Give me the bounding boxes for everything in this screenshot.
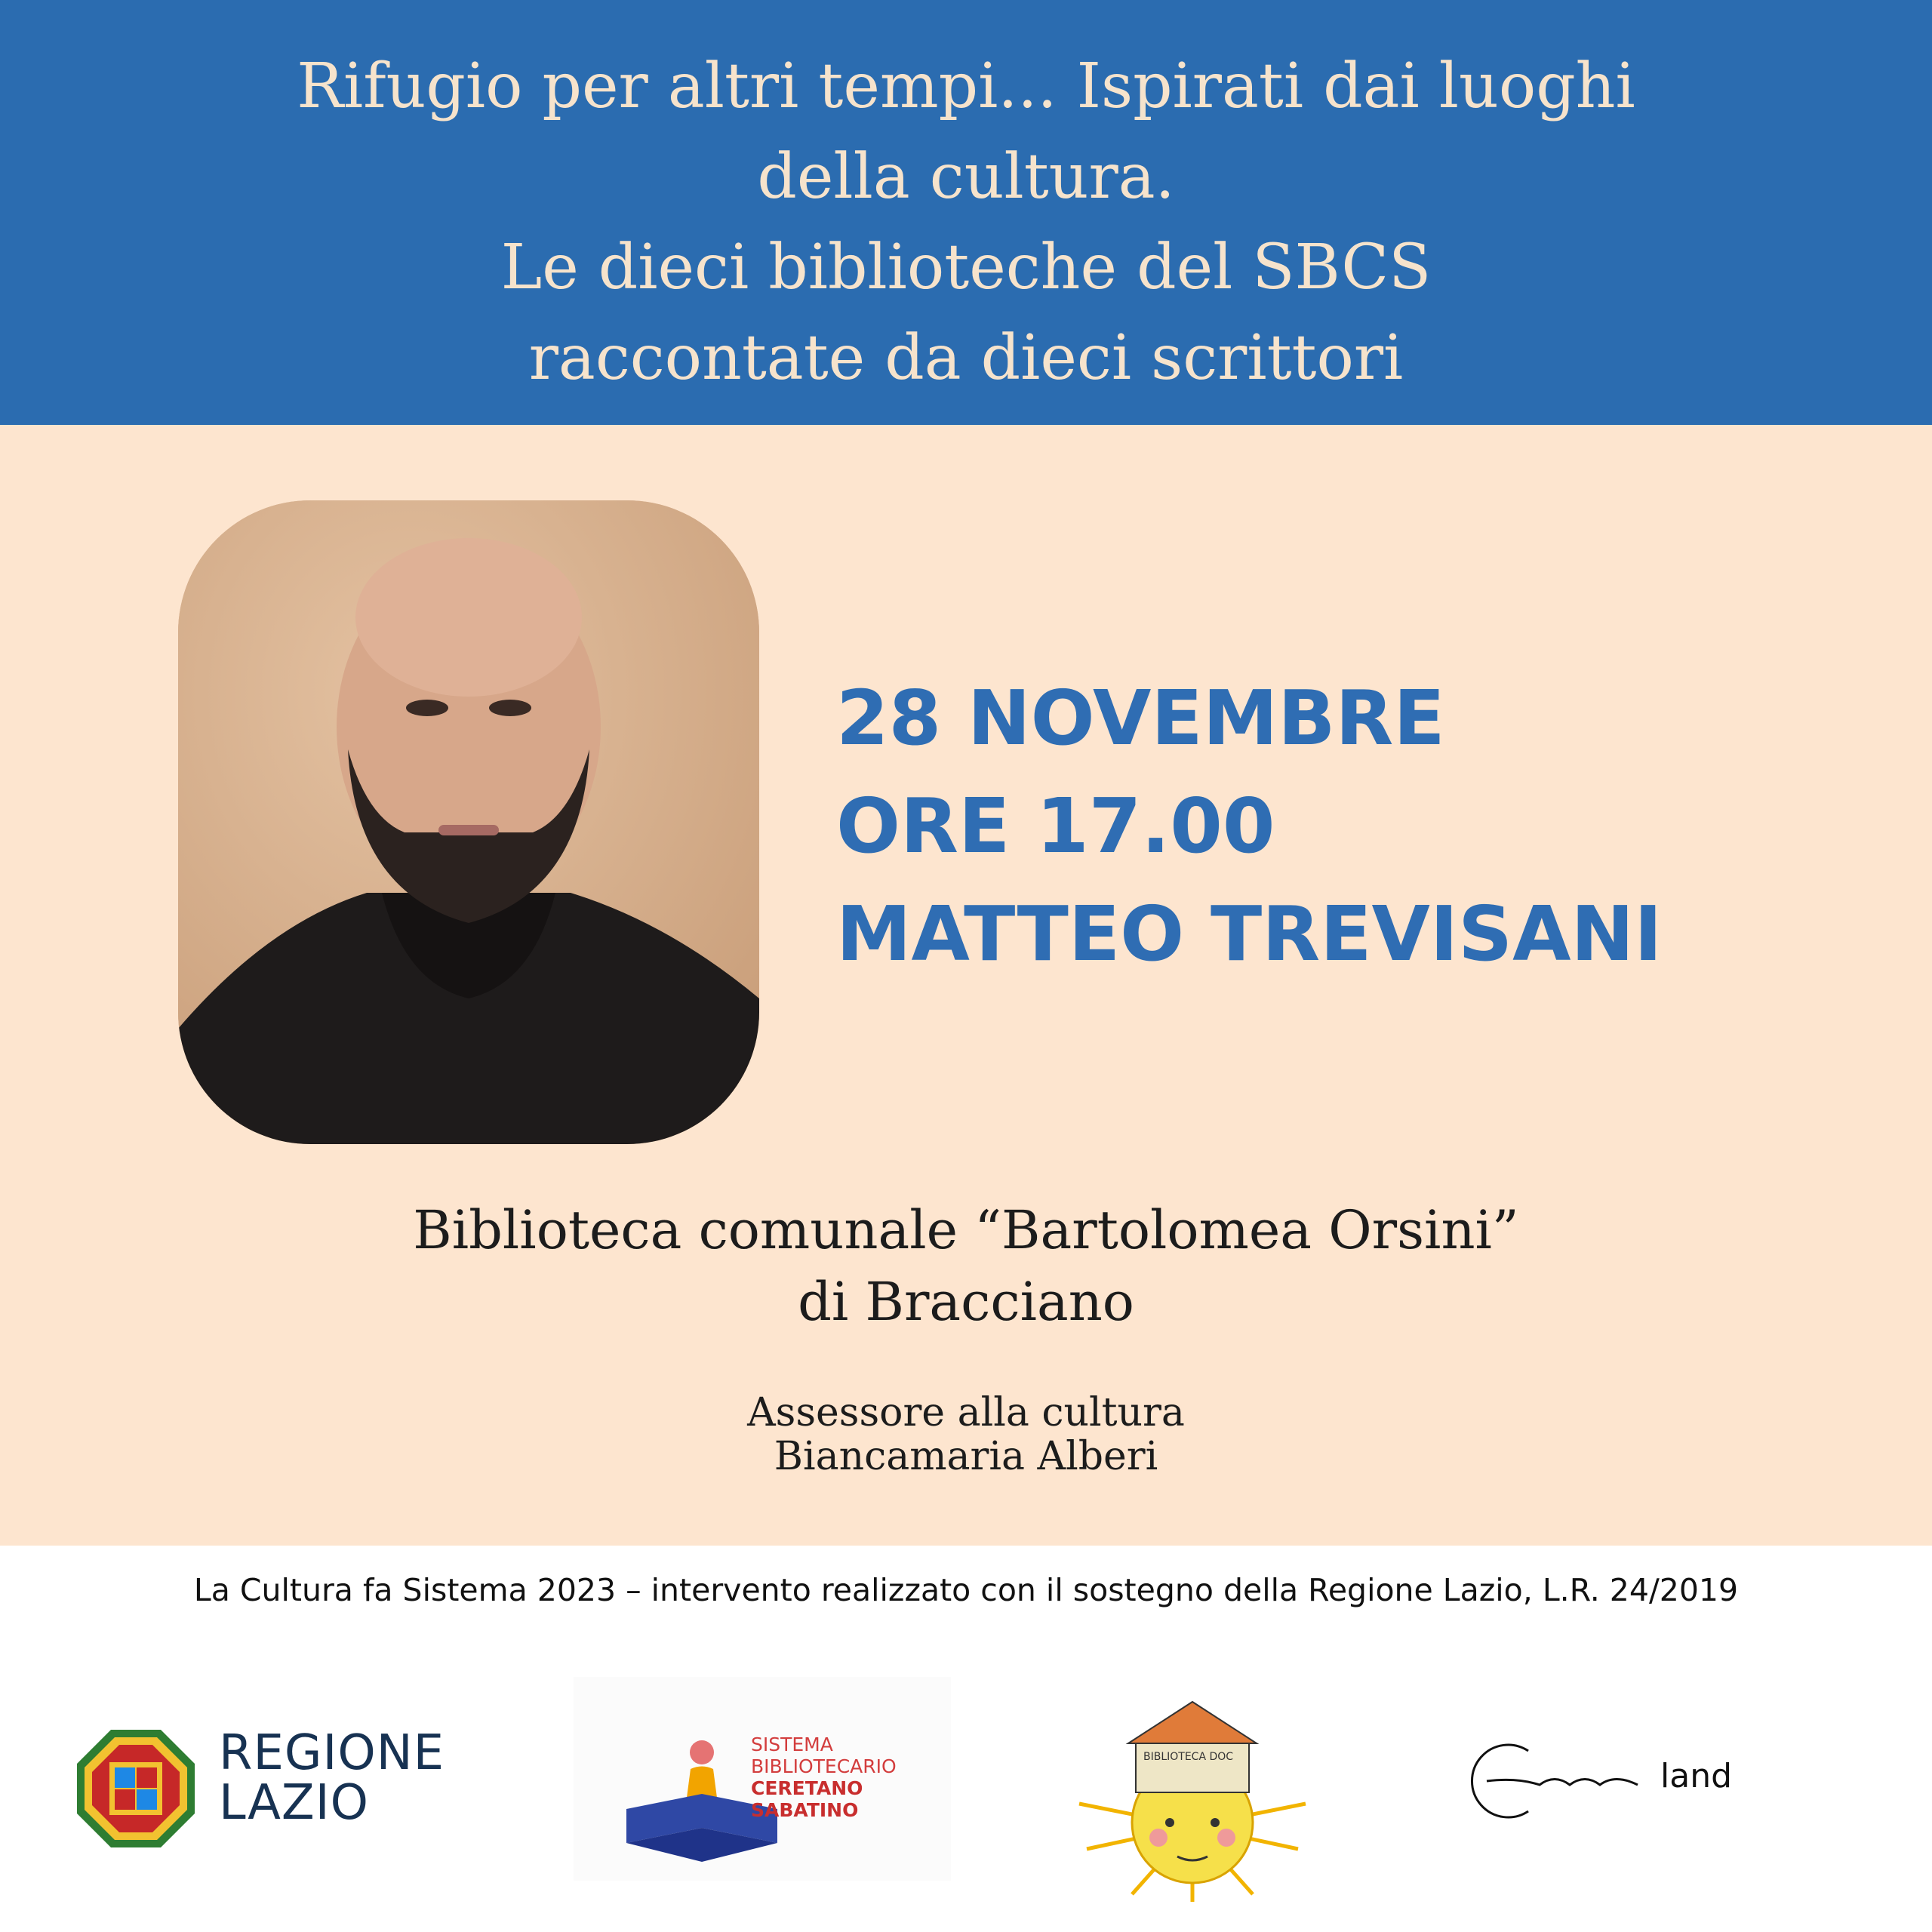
biblioteca-doc-logo xyxy=(1072,1675,1313,1909)
assessor xyxy=(0,1391,1932,1478)
regione-lazio-logo xyxy=(75,1721,483,1857)
author-photo xyxy=(178,500,759,1144)
assessor-role: Assessore alla cultura xyxy=(747,1390,1185,1435)
title-line: della cultura. xyxy=(757,141,1175,213)
event-series-title xyxy=(0,42,1932,404)
event-details xyxy=(836,664,1662,988)
title-line: raccontate da dieci scrittori xyxy=(528,322,1404,394)
funding-note: La Cultura fa Sistema 2023 – intervento realizzato con il sostegno della Regione Lazio, L.R. 24/2019 xyxy=(193,1572,1739,1608)
venue-name: Biblioteca comunale “Bartolomea Orsini” xyxy=(413,1199,1519,1261)
regione-lazio-wordmark: REGIONE LAZIO xyxy=(219,1725,445,1831)
newland-logo xyxy=(1457,1736,1781,1826)
event-date: 28 NOVEMBRE xyxy=(836,674,1445,762)
title-line: Le dieci biblioteche del SBCS xyxy=(500,232,1432,303)
header-banner xyxy=(0,0,1932,425)
venue-city: di Bracciano xyxy=(798,1271,1134,1333)
doc-label: BIBLIOTECA DOC xyxy=(1143,1751,1234,1763)
venue xyxy=(0,1195,1932,1338)
title-line: Rifugio per altri tempi... Ispirati dai luoghi xyxy=(297,51,1635,122)
event-time: ORE 17.00 xyxy=(836,782,1275,870)
sistema-bibliotecario-logo xyxy=(574,1677,951,1881)
sistema-bibliotecario-wordmark: SISTEMA BIBLIOTECARIO CERETANO SABATINO xyxy=(751,1734,897,1821)
event-author: MATTEO TREVISANI xyxy=(836,890,1663,978)
assessor-name: Biancamaria Alberi xyxy=(774,1434,1158,1479)
newland-wordmark: land xyxy=(1660,1757,1733,1795)
